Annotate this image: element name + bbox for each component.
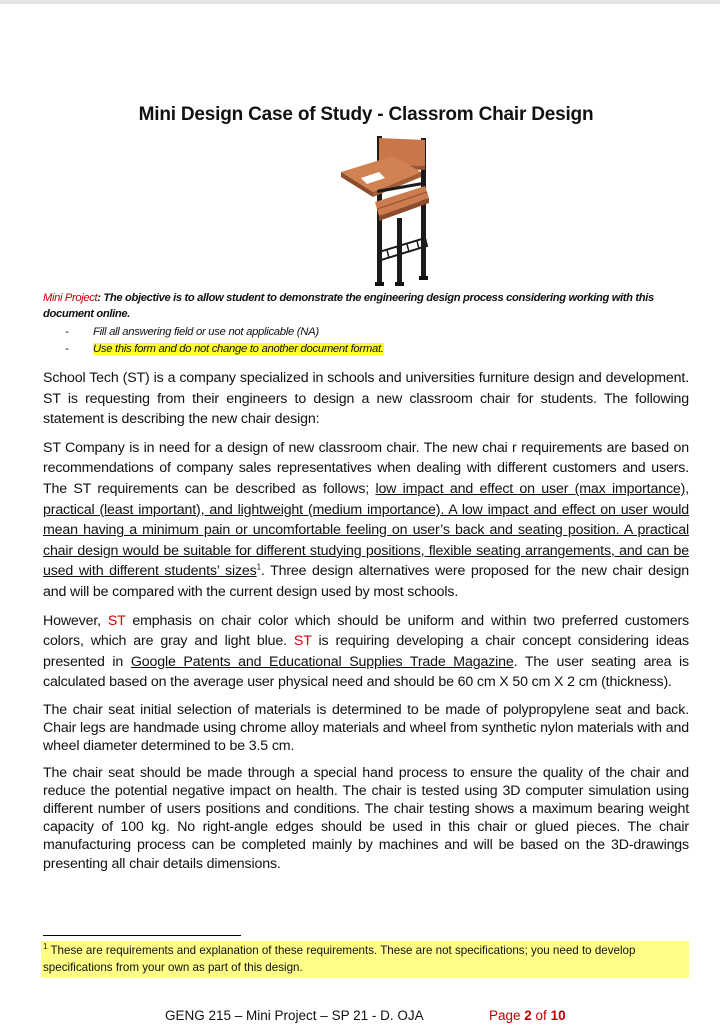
chair-image: [293, 132, 433, 288]
requirements-underlined: low impact and effect on user (max importance), practical (least important), and lightweight (medium importance). A low impact and effect on user would mean having a minimum pain or uncomfortable feeling on user’s back and seating position. A practical chair design would be suitable for different studying positions, flexible seating arrangements, and can be used with different students’ sizes: [43, 480, 690, 580]
paragraph-process: The chair seat should be made through a special hand process to ensure the quality of the chair and reduce the potential negative impact on health. The chair is tested using 3D computer simulation using different number of users positions and conditions. The chair testing shows a maximum bearing weight capacity of 100 kg. No right-angle edges should be used in this chair or glued pieces. The chair manufacturing process can be completed mainly by machines and will be based on the 3D-drawings presenting all chair details dimensions.: [43, 764, 689, 872]
st-mark: ST: [107, 612, 126, 629]
page-prefix: Page: [489, 1008, 525, 1023]
paragraph-color: [43, 611, 689, 693]
footnote-separator: [43, 935, 241, 936]
page-title: Mini Design Case of Study - Classrom Chair Design: [138, 104, 594, 125]
color-mid2: is requiring developing a chair concept considering ideas presented in: [43, 633, 689, 670]
course-label: GENG 215 – Mini Project – SP 21 - D. OJA: [165, 1008, 424, 1023]
page-number: [489, 1008, 566, 1023]
instruction-item: [65, 341, 665, 358]
instruction-text: Fill all answering field or use not applicable (NA): [93, 326, 319, 338]
instruction-list: [65, 324, 665, 358]
color-lead: However,: [43, 612, 108, 629]
instruction-item: [65, 324, 665, 341]
paragraph-intro: School Tech (ST) is a company specialized in schools and universities furniture design and development. ST is requesting from their engineers to design a new classroom chair for students. The following statement is describing the new chair design:: [43, 370, 689, 428]
top-border: [0, 0, 720, 4]
bullet-dash: -: [65, 326, 69, 338]
instruction-text-highlighted: Use this form and do not change to another document format.: [93, 343, 384, 355]
requirements-lead: ST Company is in need for a design of new classroom chair. The new chai r requirements are based on recommendations of company sales representatives when dealing with different customers and users. The ST requirements can be described as follows;: [43, 439, 689, 497]
requirements-tail: . Three design alternatives were proposed for the new chair design and will be compared with the current design used by most schools.: [43, 563, 689, 600]
footnote-mark: 1: [43, 942, 48, 952]
page-total: 10: [550, 1008, 566, 1023]
color-mid: emphasis on chair color which should be uniform and within two preferred customers colors, which are gray and light blue.: [43, 612, 689, 650]
body-text: [43, 368, 689, 881]
st-mark: ST: [293, 633, 312, 650]
source-link[interactable]: Google Patents and Educational Supplies Trade Magazine: [130, 653, 514, 670]
page-of: of: [531, 1008, 551, 1023]
footnote-text: These are requirements and explanation of these requirements. These are not specifications; you need to develop specifications from your own as part of this design.: [43, 944, 636, 974]
paragraph-requirements: [43, 438, 689, 603]
page-current: 2: [524, 1008, 532, 1023]
bullet-dash: -: [65, 343, 69, 355]
color-tail: . The user seating area is calculated based on the average user physical need and should be 60 cm X 50 cm X 2 cm (thickness).: [43, 653, 689, 691]
footnote-ref[interactable]: 1: [256, 562, 261, 572]
chair-illustration: [293, 132, 433, 288]
paragraph-materials: The chair seat initial selection of materials is determined to be made of polypropylene seat and back. Chair legs are handmade using chrome alloy materials and wheel from synthetic nylon materials with and wheel diameter determined to be 3.5 cm.: [43, 701, 689, 755]
footnote: [41, 941, 689, 978]
objective-label: Mini Project: [43, 292, 98, 304]
objective-text: : The objective is to allow student to demonstrate the engineering design process considering working with this document online.: [43, 292, 654, 320]
objective-statement: [43, 290, 689, 322]
